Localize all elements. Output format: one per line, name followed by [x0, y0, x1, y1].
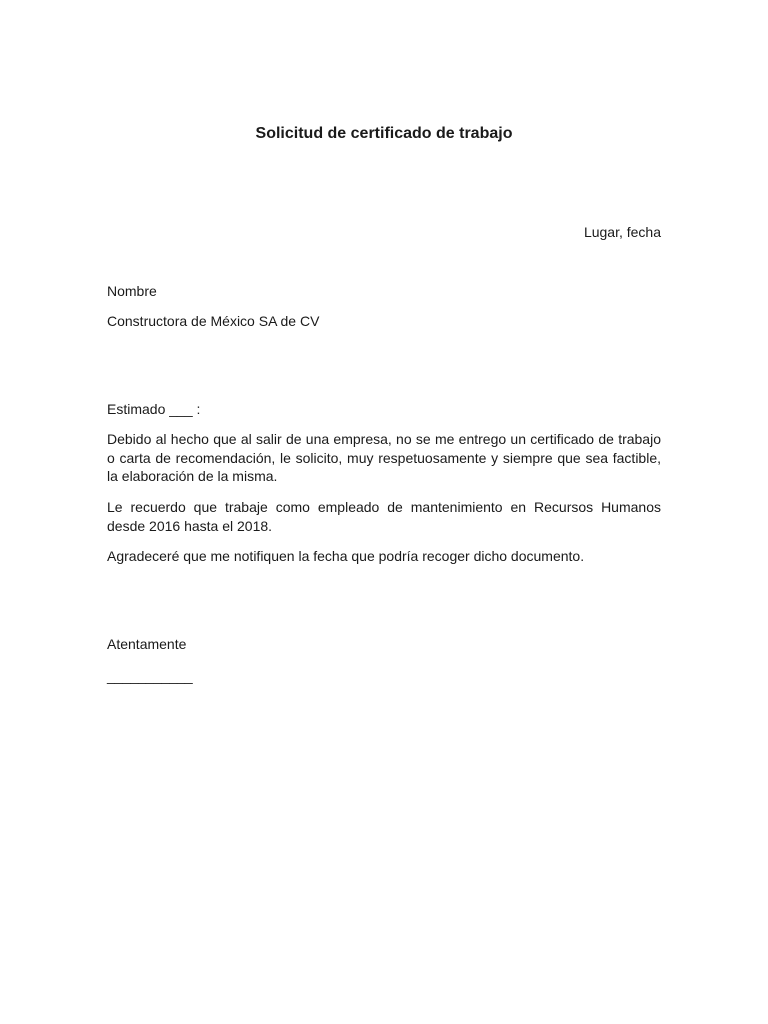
body-paragraph: Agradeceré que me notifiquen la fecha que podría recoger dicho documento. [107, 548, 585, 564]
document-title: Solicitud de certificado de trabajo [255, 125, 513, 142]
company-name: Constructora de México SA de CV [107, 313, 320, 329]
body-paragraph: Debido al hecho que al salir de una empresa, no se me entrego un certificado de trabajo o carta de recomendación, le solicito, muy respetuosamente y siempre que sea factible, la elaboración de la misma. [107, 431, 661, 484]
signature-line: ___________ [107, 668, 193, 684]
closing: Atentamente [107, 636, 187, 652]
body-paragraph: Le recuerdo que trabaje como empleado de mantenimiento en Recursos Humanos desde 2016 hasta el 2018. [107, 499, 661, 534]
place-date: Lugar, fecha [583, 224, 661, 240]
recipient-name: Nombre [107, 283, 157, 299]
salutation: Estimado ___ : [107, 401, 201, 417]
